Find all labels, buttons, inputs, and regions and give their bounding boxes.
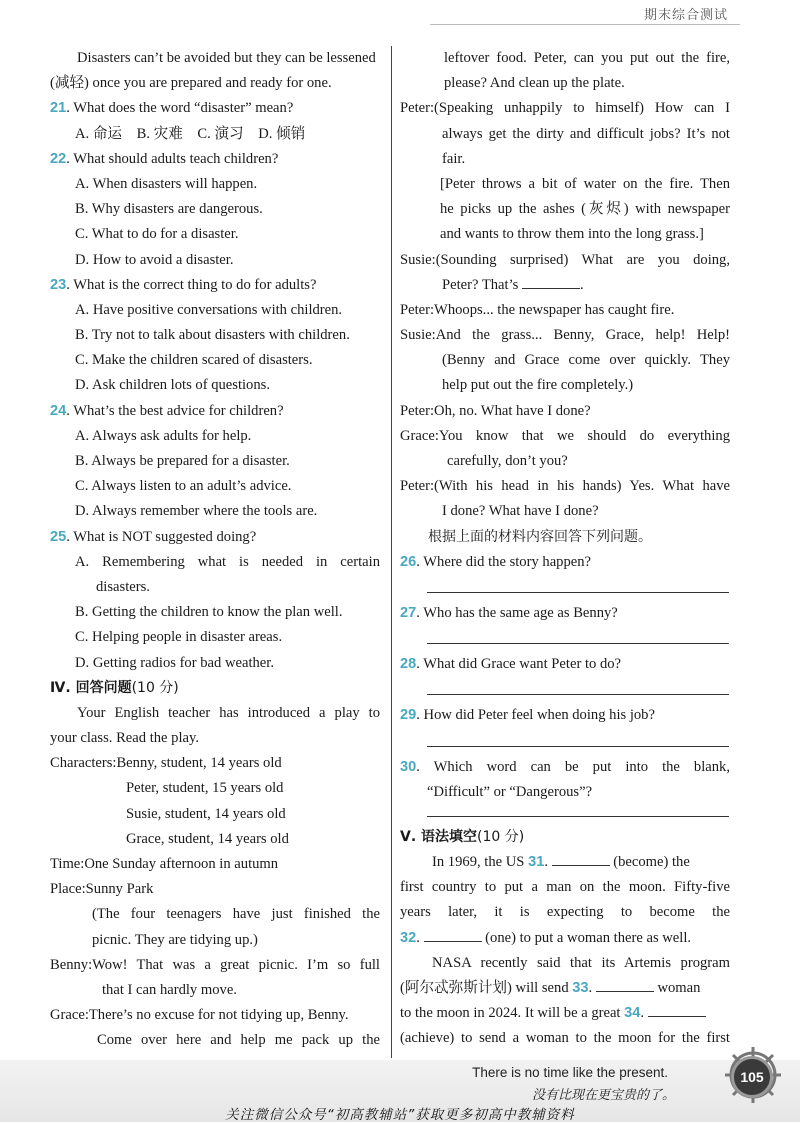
question-text: . What’s the best advice for children? <box>66 402 284 419</box>
intro-line-2: (减轻) once you are prepared and ready for one. <box>50 75 332 92</box>
option: A. Always ask adults for help. <box>75 427 252 444</box>
option-continuation: disasters. <box>96 578 150 595</box>
peter-line-2: Peter:Whoops... the newspaper has caught fire. <box>400 301 675 318</box>
character-peter: Peter, student, 15 years old <box>126 780 284 797</box>
header-title: 期末综合测试 <box>643 8 728 23</box>
question-text: . What should adults teach children? <box>66 150 279 167</box>
blank-number-33: 33 <box>572 980 589 996</box>
option: D. How to avoid a disaster. <box>75 251 234 268</box>
question-text: . What is NOT suggested doing? <box>66 528 257 545</box>
answer-line-29[interactable] <box>427 745 729 747</box>
question-number: 26 <box>400 553 417 570</box>
grammar-line-3: years later, it is expecting to become the <box>400 904 730 921</box>
option: C. What to do for a disaster. <box>75 226 239 243</box>
grammar-line-8: (achieve) to send a woman to the moon for the first <box>400 1030 730 1047</box>
question-27 <box>400 601 730 626</box>
punctuation: . <box>579 276 584 293</box>
passage-text: (become) the <box>609 854 690 871</box>
grammar-line-1 <box>400 850 730 875</box>
passage-text: to the moon in 2024. It will be a great <box>400 1005 625 1022</box>
option: B. Getting the children to know the plan well. <box>75 604 343 621</box>
question-number: 28 <box>400 656 417 673</box>
character-grace: Grace, student, 14 years old <box>126 830 289 847</box>
question-30 <box>400 755 730 780</box>
speaker-grace: Grace: <box>400 427 439 444</box>
question-number: 27 <box>400 604 417 621</box>
passage-text: . <box>640 1005 648 1022</box>
speaker-peter: Peter: <box>400 100 435 117</box>
passage-text: . <box>544 854 552 871</box>
speaker-peter: Peter: <box>400 478 435 495</box>
stage-direction-2c: and wants to throw them into the long grass.] <box>440 226 704 243</box>
option: B. Try not to talk about disasters with children. <box>75 327 350 344</box>
question-number: 29 <box>400 707 417 724</box>
question-21 <box>50 96 380 121</box>
peter-line-1c: fair. <box>442 150 466 167</box>
page-number: 105 <box>731 1056 773 1098</box>
option: B. Why disasters are dangerous. <box>75 201 263 218</box>
dialogue: And the grass... Benny, Grace, help! Help! <box>435 327 730 344</box>
character-benny: Benny, student, 14 years old <box>116 755 282 772</box>
question-text: . How did Peter feel when doing his job? <box>416 707 655 724</box>
dialogue: There’s no excuse for not tidying up, Benny. <box>88 1007 349 1024</box>
answer-line-27[interactable] <box>427 642 729 644</box>
grammar-line-4 <box>400 926 730 951</box>
dialogue: (Speaking unhappily to himself) How can I <box>434 100 730 117</box>
speaker-grace: Grace: <box>50 1007 89 1024</box>
grace-cont-1: leftover food. Peter, can you put out the fire, <box>444 50 730 66</box>
question-26 <box>400 550 730 575</box>
grace-line-1 <box>50 1003 380 1028</box>
stage-direction-2a: [Peter throws a bit of water on the fire. Then <box>440 175 730 192</box>
speaker-susie: Susie: <box>400 327 436 344</box>
option: A. When disasters will happen. <box>75 175 258 192</box>
section-points: (10 分) <box>131 679 179 696</box>
susie-line-2 <box>400 323 730 348</box>
peter-line-4 <box>400 474 730 499</box>
speaker-susie: Susie: <box>400 251 436 268</box>
question-number: 25 <box>50 528 67 545</box>
right-column <box>400 46 730 1052</box>
grammar-line-5: NASA recently said that its Artemis program <box>432 954 730 971</box>
characters <box>50 751 380 776</box>
grace-line-3b: carefully, don’t you? <box>447 453 568 469</box>
stage-direction-1b: picnic. They are tidying up.) <box>92 931 258 948</box>
grace-cont-2: please? And clean up the plate. <box>444 75 625 92</box>
question-25 <box>50 525 380 550</box>
section-5-heading <box>400 825 730 850</box>
passage-text: (阿尔忒弥斯计划) will send <box>400 980 573 996</box>
question-text: . What is the correct thing to do for adults? <box>66 276 317 293</box>
grammar-line-7 <box>400 1001 730 1026</box>
q21-options: A. 命运 B. 灾难 C. 演习 D. 倾销 <box>75 125 306 142</box>
susie-line-1b <box>400 273 730 298</box>
passage-text: In 1969, the US <box>432 854 529 871</box>
stage-direction-2b: he picks up the ashes (灰烬) with newspaper <box>440 201 730 218</box>
motto: There is no time like the present. <box>472 1065 668 1080</box>
question-number: 23 <box>50 276 67 293</box>
dialogue: (With his head in his hands) Yes. What have <box>434 478 730 495</box>
question-number: 21 <box>50 100 67 117</box>
question-number: 24 <box>50 402 67 419</box>
benny-line-2: that I can hardly move. <box>102 981 237 998</box>
speaker-benny: Benny: <box>50 956 93 973</box>
grammar-line-6 <box>400 976 730 1001</box>
question-number: 30 <box>400 758 417 775</box>
option: C. Helping people in disaster areas. <box>75 629 283 646</box>
time-line: Time:One Sunday afternoon in autumn <box>50 856 279 872</box>
option: A. Remembering what is needed in certain <box>75 553 380 570</box>
play-intro-1: Your English teacher has introduced a play to <box>77 704 380 721</box>
question-30-line-2: “Difficult” or “Dangerous”? <box>427 783 593 800</box>
question-text: . Which word can be put into the blank, <box>416 758 730 775</box>
peter-line-1 <box>400 96 730 121</box>
peter-line-4b: I done? What have I done? <box>442 503 599 520</box>
left-column <box>50 46 380 1054</box>
dialogue: Peter? That’s <box>442 276 519 293</box>
blank-number-31: 31 <box>528 854 545 871</box>
stage-direction-3b: help put out the fire completely.) <box>442 377 634 394</box>
dialogue: (Sounding surprised) What are you doing, <box>435 251 730 268</box>
column-divider <box>391 46 392 1058</box>
question-text: . Who has the same age as Benny? <box>416 604 618 621</box>
place-line: Place:Sunny Park <box>50 881 154 898</box>
passage-text: woman <box>653 980 701 996</box>
answer-blank-32[interactable] <box>424 928 482 942</box>
instruction: 根据上面的材料内容回答下列问题。 <box>428 528 652 545</box>
grammar-line-2: first country to put a man on the moon. Fifty-five <box>400 879 730 896</box>
benny-line-1 <box>50 953 380 978</box>
section-title: Ⅳ. 回答问题 <box>50 679 132 696</box>
passage-text: . <box>416 929 424 946</box>
stage-direction-1: (The four teenagers have just finished the <box>92 906 380 923</box>
question-text: . What did Grace want Peter to do? <box>416 656 622 673</box>
question-24 <box>50 399 380 424</box>
susie-line-1 <box>400 248 730 273</box>
option: B. Always be prepared for a disaster. <box>75 453 290 469</box>
dialogue: Wow! That was a great picnic. I’m so full <box>92 956 380 973</box>
grace-line-3 <box>400 424 730 449</box>
play-intro-2: your class. Read the play. <box>50 730 200 747</box>
passage-text: . <box>588 980 596 996</box>
answer-blank-33[interactable] <box>596 978 654 992</box>
section-4-heading <box>50 676 380 701</box>
question-22 <box>50 147 380 172</box>
header-rule <box>430 24 740 25</box>
question-number: 22 <box>50 150 67 167</box>
characters-label: Characters: <box>50 755 117 772</box>
peter-line-3: Peter:Oh, no. What have I done? <box>400 402 591 419</box>
option: A. Have positive conversations with children. <box>75 301 343 318</box>
answer-line-30[interactable] <box>427 815 729 817</box>
grace-line-2: Come over here and help me pack up the <box>97 1032 380 1049</box>
passage-text: (one) to put a woman there as well. <box>481 929 692 946</box>
peter-line-1b: always get the dirty and difficult jobs? It’s not <box>442 125 730 142</box>
answer-line-26[interactable] <box>427 591 729 593</box>
intro-line-1: Disasters can’t be avoided but they can be lessened <box>77 50 376 66</box>
stage-direction-3a: (Benny and Grace come over quickly. They <box>442 352 730 369</box>
answer-blank-31[interactable] <box>552 852 610 866</box>
question-23 <box>50 273 380 298</box>
question-text: . What does the word “disaster” mean? <box>66 100 294 117</box>
question-text: . Where did the story happen? <box>416 553 592 570</box>
section-title: Ⅴ. 语法填空 <box>400 828 478 845</box>
character-susie: Susie, student, 14 years old <box>126 805 286 822</box>
section-points: (10 分) <box>477 828 525 845</box>
answer-blank-34[interactable] <box>648 1003 706 1017</box>
motto-chinese: 没有比现在更宝贵的了。 <box>531 1088 675 1103</box>
option: D. Always remember where the tools are. <box>75 503 318 520</box>
blank-number-32: 32 <box>400 929 417 946</box>
answer-line-28[interactable] <box>427 693 729 695</box>
option: D. Getting radios for bad weather. <box>75 654 274 671</box>
answer-blank[interactable] <box>522 275 580 289</box>
blank-number-34: 34 <box>624 1005 641 1022</box>
question-28 <box>400 652 730 677</box>
dialogue: You know that we should do everything <box>438 427 730 444</box>
option: C. Always listen to an adult’s advice. <box>75 478 292 495</box>
option: D. Ask children lots of questions. <box>75 377 270 394</box>
option: C. Make the children scared of disasters. <box>75 352 313 369</box>
watermark: 关注微信公众号“初高教辅站”获取更多初高中教辅资料 <box>225 1107 575 1123</box>
question-29 <box>400 703 730 728</box>
